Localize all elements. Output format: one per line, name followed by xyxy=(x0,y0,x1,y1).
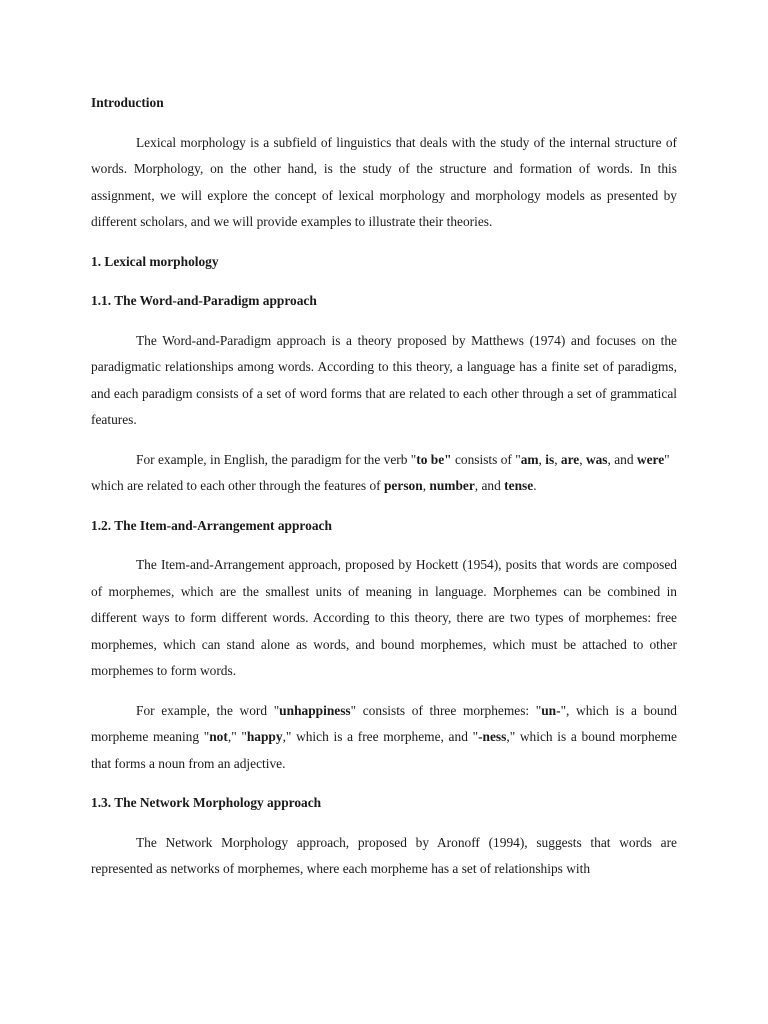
intro-paragraph: Lexical morphology is a subfield of linguistics that deals with the study of the internal structure of words. Morphology, on the other hand, is the study of the structure and formation of words. In this assignment, we will explore the concept of lexical morphology and morphology models as presented by different scholars, and we will provide examples to illustrate their theories. xyxy=(91,134,677,229)
example-text: ," which is a free morpheme, and " xyxy=(282,729,479,744)
example-term: -ness xyxy=(478,729,507,744)
section-1-2-example xyxy=(91,698,677,778)
example-term: were xyxy=(636,451,665,467)
section-1-3-heading: 1.3. The Network Morphology approach xyxy=(91,795,322,810)
section-1-3-paragraph: The Network Morphology approach, proposed by Aronoff (1994), suggests that words are represented as networks of morphemes, where each morpheme has a set of relationships with xyxy=(91,834,677,876)
example-text: ", which is a bound morpheme meaning " xyxy=(91,702,677,744)
example-term: person xyxy=(383,478,423,493)
section-1-1-example xyxy=(91,447,677,500)
example-text: , xyxy=(538,451,546,467)
section-1-2-paragraph: The Item-and-Arrangement approach, proposed by Hockett (1954), posits that words are composed of morphemes, which are the smallest units of meaning in language. Morphemes can be combined in different ways to form different words. According to this theory, there are two types of morphemes: free morphemes, which can stand alone as words, and bound morphemes, which must be attached to other morphemes to form words. xyxy=(91,557,677,678)
example-text: . xyxy=(533,478,537,493)
example-term: was xyxy=(585,451,608,467)
example-term: to be" xyxy=(416,451,452,467)
example-term: are xyxy=(560,451,580,467)
section-1-2-heading: 1.2. The Item-and-Arrangement approach xyxy=(91,517,332,533)
example-text: , and xyxy=(607,451,637,467)
example-text: For example, the word " xyxy=(136,702,280,718)
intro-heading: Introduction xyxy=(91,95,164,110)
example-term: happy xyxy=(246,729,283,744)
section-1-1-paragraph: The Word-and-Paradigm approach is a theory proposed by Matthews (1974) and focuses on the paradigmatic relationships among words. According to this theory, a language has a finite set of paradigms, and each paradigm consists of a set of word forms that are related to each other through a set of grammatical features. xyxy=(91,332,677,427)
example-text: For example, in English, the paradigm for the verb " xyxy=(136,451,417,467)
example-term: number xyxy=(429,478,475,493)
example-text: ," which is a bound morpheme that forms a noun from an adjective. xyxy=(91,729,677,771)
example-term: tense xyxy=(504,478,534,493)
example-text: " consists of three morphemes: " xyxy=(350,702,542,718)
section-1-heading: 1. Lexical morphology xyxy=(91,253,219,269)
example-term: am xyxy=(520,451,539,467)
example-text: , and xyxy=(474,478,505,493)
example-term: is xyxy=(545,451,555,467)
example-text: " which are related to each other through the features of xyxy=(91,451,670,493)
example-text: consists of " xyxy=(451,451,521,467)
example-term: unhappiness xyxy=(279,702,351,718)
document-page xyxy=(91,90,677,883)
section-1-1-heading: 1.1. The Word-and-Paradigm approach xyxy=(91,293,317,308)
example-text: , xyxy=(579,451,586,467)
example-term: not xyxy=(209,729,228,744)
example-term: un- xyxy=(541,702,561,718)
example-text: , xyxy=(554,451,561,467)
example-text: ," " xyxy=(227,729,247,744)
example-text: , xyxy=(422,478,430,493)
